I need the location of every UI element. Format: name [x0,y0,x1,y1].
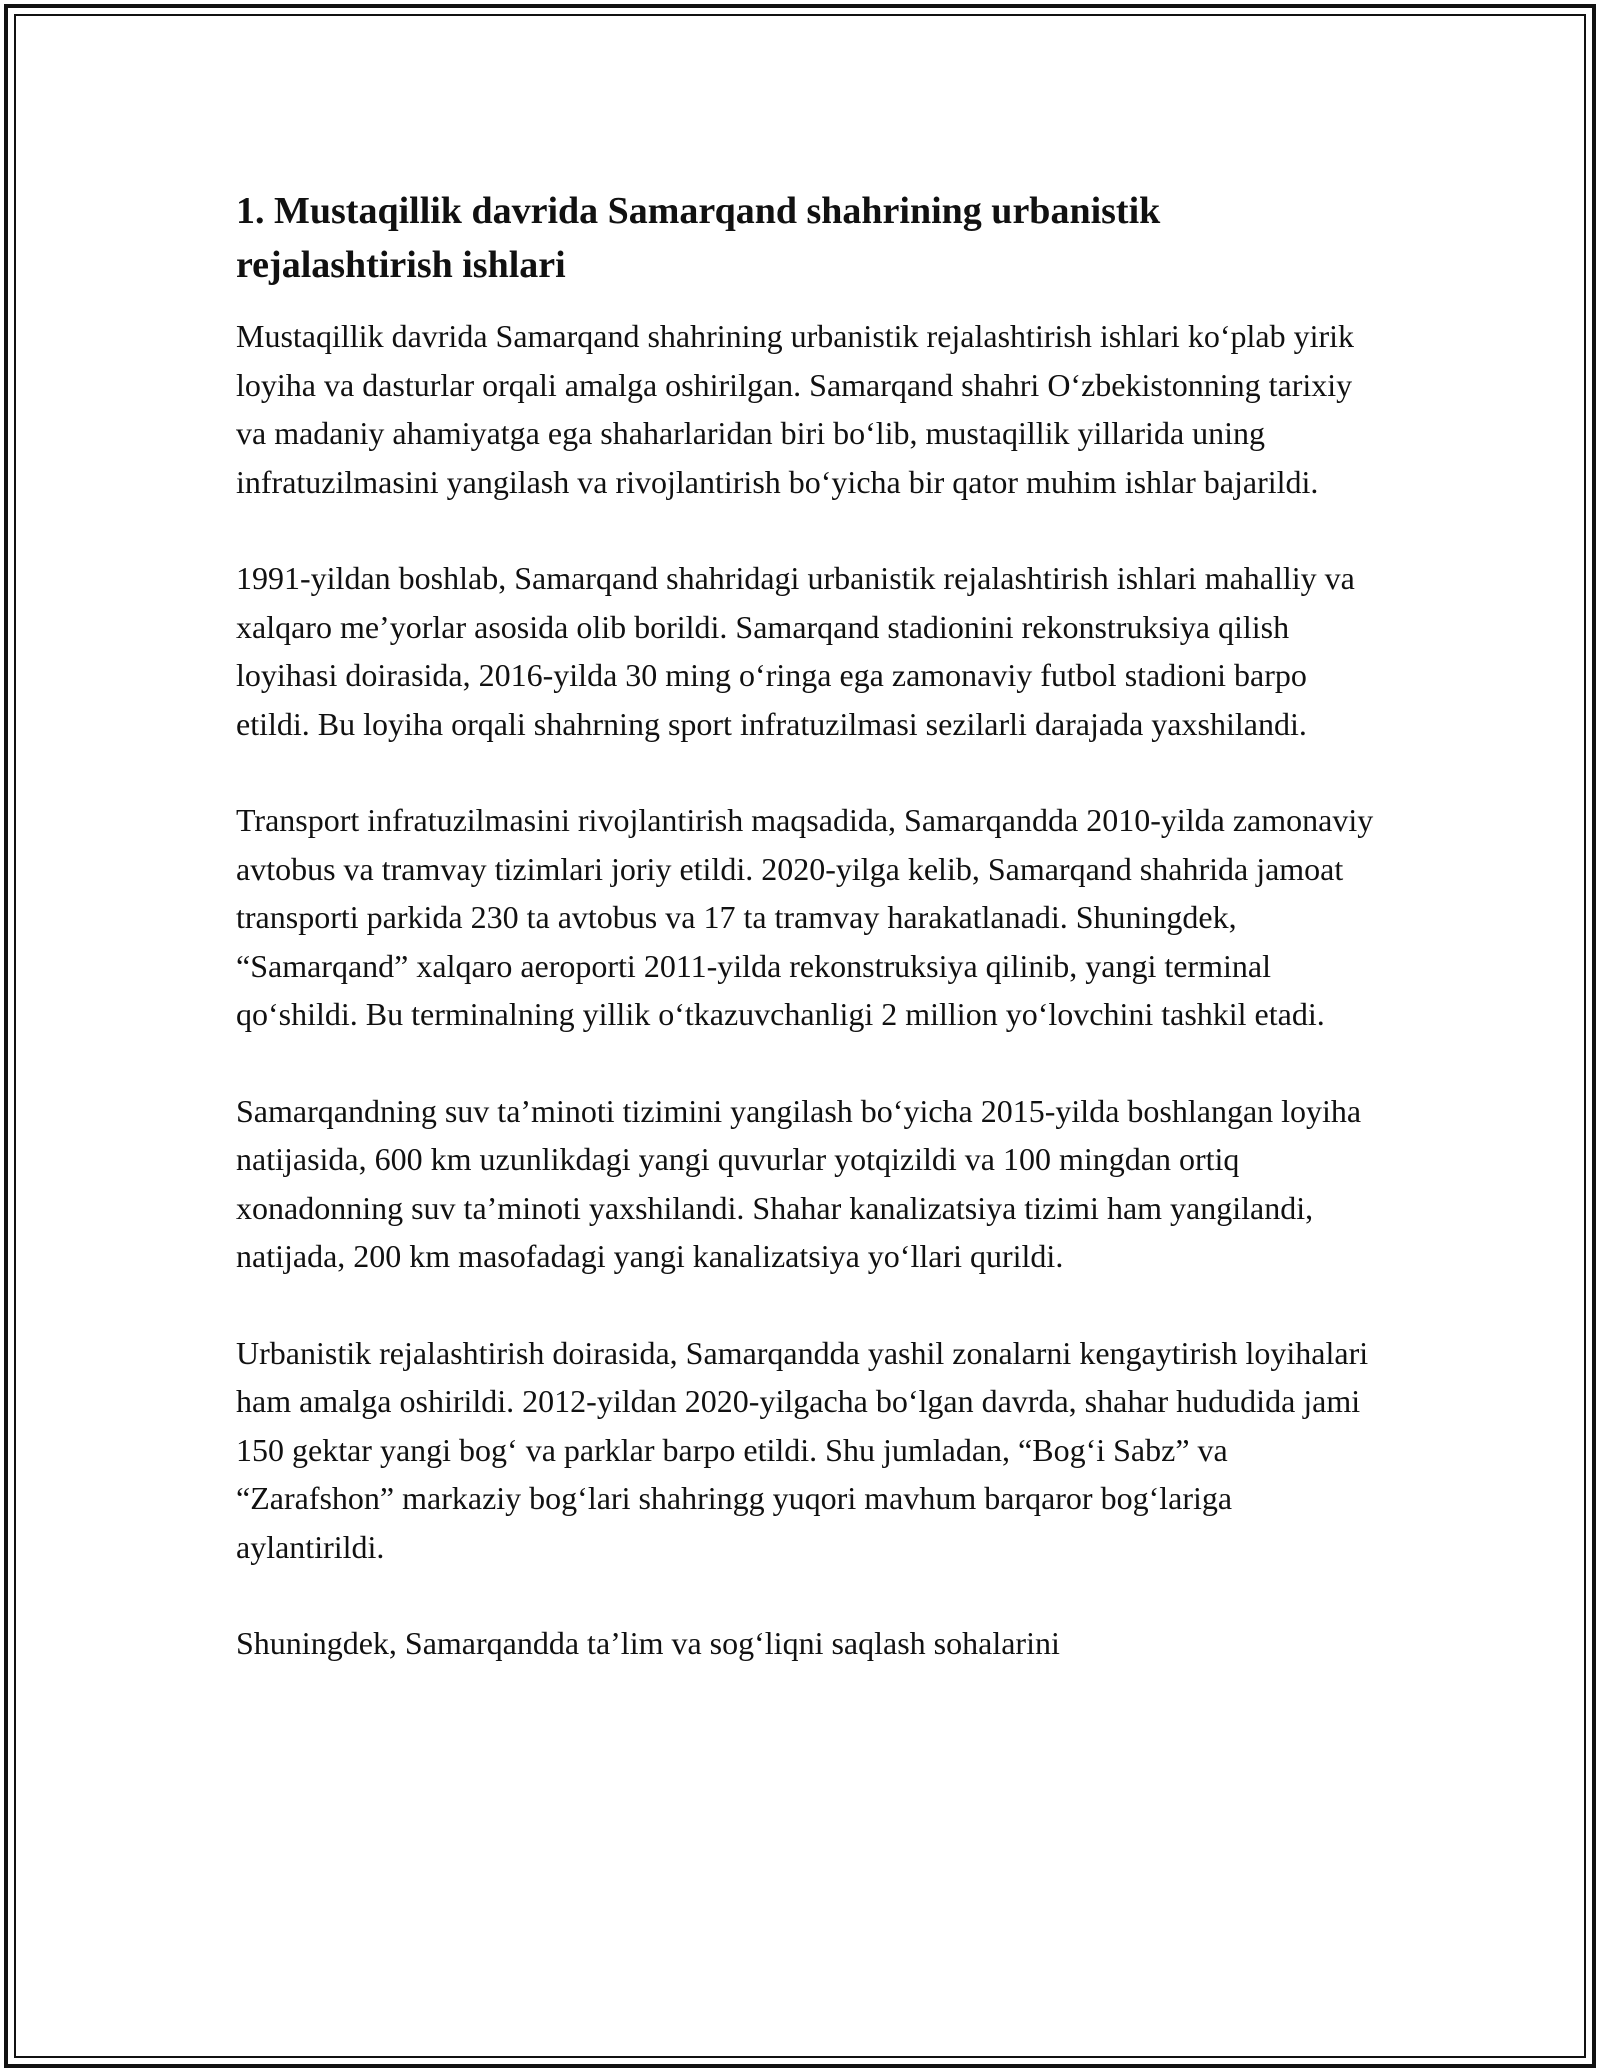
paragraph-intro: Mustaqillik davrida Samarqand shahrining urbanistik rejalashtirish ishlari ko‘plab yirik loyiha va dasturlar orqali amalga oshirilgan. Samarqand shahri O‘zbekistonning tarixiy va madaniy ahamiyatga ega shaharlaridan biri bo‘lib, mustaqillik yillarida uning infratuzilmasini yangilash va rivojlantirish bo‘yicha bir qator muhim ishlar bajarildi. [236,318,1354,500]
paragraph-education-health: Shuningdek, Samarqandda ta’lim va sog‘liqni saqlash sohalarini [236,1625,1060,1661]
paragraph-1991-stadium: 1991-yildan boshlab, Samarqand shahridagi urbanistik rejalashtirish ishlari mahalliy va xalqaro me’yorlar asosida olib borildi. Samarqand stadionini rekonstruksiya qilish loyihasi doirasida, 2016-yilda 30 ming o‘ringa ega zamonaviy futbol stadioni barpo etildi. Bu loyiha orqali shahrning sport infratuzilmasi sezilarli darajada yaxshilandi. [236,560,1355,742]
document-body [236,184,1376,1716]
paragraph-water-supply: Samarqandning suv ta’minoti tizimini yangilash bo‘yicha 2015-yilda boshlangan loyiha natijasida, 600 km uzunlikdagi yangi quvurlar yotqizildi va 100 mingdan ortiq xonadonning suv ta’minoti yaxshilandi. Shahar kanalizatsiya tizimi ham yangilandi, natijada, 200 km masofadagi yangi kanalizatsiya yo‘llari qurildi. [236,1092,1362,1274]
paragraph-green-zones: Urbanistik rejalashtirish doirasida, Samarqandda yashil zonalarni kengaytirish loyihalari ham amalga oshirildi. 2012-yildan 2020-yilgacha bo‘lgan davrda, shahar hududida jami 150 gektar yangi bog‘ va parklar barpo etildi. Shu jumladan, “Bog‘i Sabz” va “Zarafshon” markaziy bog‘lari shahringg yuqori mavhum barqaror bog‘lariga aylantirildi. [236,1334,1369,1565]
paragraph-transport: Transport infratuzilmasini rivojlantirish maqsadida, Samarqandda 2010-yilda zamonaviy avtobus va tramvay tizimlari joriy etildi. 2020-yilga kelib, Samarqand shahrida jamoat transporti parkida 230 ta avtobus va 17 ta tramvay harakatlanadi. Shuningdek, “Samarqand” xalqaro aeroporti 2011-yilda rekonstruksiya qilinib, yangi terminal qo‘shildi. Bu terminalning yillik o‘tkazuvchanligi 2 million yo‘lovchini tashkil etadi. [236,802,1374,1032]
section-heading: 1. Mustaqillik davrida Samarqand shahrining urbanistik rejalashtirish ishlari [236,190,1161,286]
